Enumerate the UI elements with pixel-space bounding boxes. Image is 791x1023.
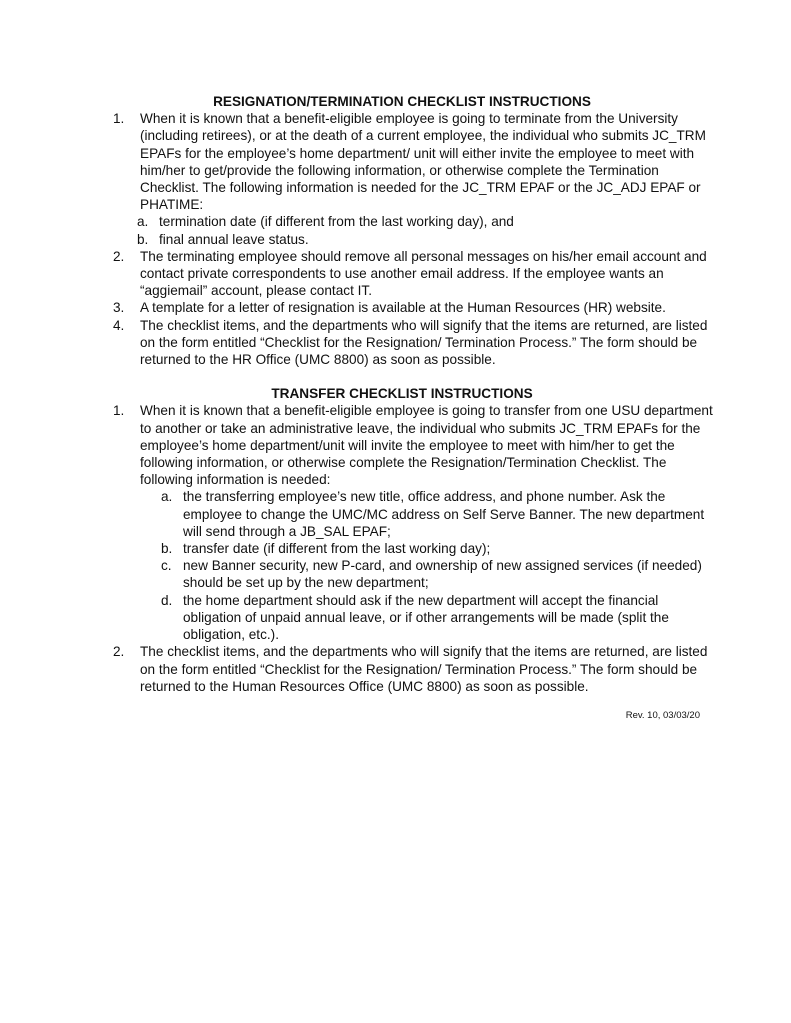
sub-item-letter: c. bbox=[161, 558, 172, 574]
list-item bbox=[113, 110, 713, 248]
item-number: 1. bbox=[113, 403, 125, 419]
item-text: When it is known that a benefit-eligible employee is going to terminate from the University (including retirees), or at the death of a current employee, the individual who submits JC_TRM EPAFs for the employee’s home department/ unit will either invite the employee to meet with him/her to get/provide the following information, or otherwise complete the Termination Checklist. The following information is needed for the JC_TRM EPAF or the JC_ADJ EPAF or PHATIME: bbox=[140, 111, 706, 213]
list-item bbox=[113, 402, 713, 643]
sub-list-item bbox=[137, 557, 713, 591]
list-item bbox=[113, 643, 713, 695]
resignation-list bbox=[113, 110, 713, 368]
transfer-heading: TRANSFER CHECKLIST INSTRUCTIONS bbox=[271, 386, 533, 402]
list-item bbox=[113, 299, 713, 316]
item-text: The checklist items, and the departments who will signify that the items are returned, are listed on the form entitled “Checklist for the Resignation/ Termination Process.” The form should be returned to the HR Office (UMC 8800) as soon as possible. bbox=[140, 317, 708, 368]
item-number: 2. bbox=[113, 644, 125, 660]
list-item bbox=[113, 317, 713, 369]
sub-item-letter: b. bbox=[137, 231, 149, 247]
item-text: The checklist items, and the departments who will signify that the items are returned, are listed on the form entitled “Checklist for the Resignation/ Termination Process.” The form should be returned to the Human Resources Office (UMC 8800) as soon as possible. bbox=[140, 644, 708, 694]
item-text: The terminating employee should remove all personal messages on his/her email account and contact private correspondents to use another email address. If the employee wants an “aggiemail” account, please contact IT. bbox=[140, 248, 707, 299]
sub-item-letter: d. bbox=[161, 592, 173, 608]
sub-item-letter: a. bbox=[137, 214, 149, 230]
transfer-sublist bbox=[137, 488, 713, 643]
sub-list-item bbox=[113, 231, 713, 248]
list-item bbox=[113, 248, 713, 300]
item-number: 1. bbox=[113, 111, 125, 127]
document-content bbox=[113, 93, 713, 722]
resignation-heading: RESIGNATION/TERMINATION CHECKLIST INSTRUCTIONS bbox=[213, 94, 591, 109]
sub-item-letter: b. bbox=[161, 541, 173, 557]
resignation-sublist bbox=[113, 213, 713, 247]
item-text: A template for a letter of resignation is available at the Human Resources (HR) website. bbox=[140, 300, 666, 316]
item-number: 4. bbox=[113, 317, 125, 333]
revision-note: Rev. 10, 03/03/20 bbox=[625, 709, 700, 721]
sub-item-text: the transferring employee’s new title, office address, and phone number. Ask the employee to change the UMC/MC address on Self Serve Banner. The new department will send through a JB_SAL EPAF; bbox=[183, 489, 705, 539]
item-number: 2. bbox=[113, 248, 125, 264]
sub-item-text: transfer date (if different from the last working day); bbox=[183, 541, 491, 557]
transfer-list bbox=[113, 402, 713, 694]
item-text: When it is known that a benefit-eligible employee is going to transfer from one USU department to another or take an administrative leave, the individual who submits JC_TRM EPAFs for the employee’s home department/unit will invite the employee to meet with him/her to get the following information, or otherwise complete the Resignation/Termination Checklist. The following information is needed: bbox=[140, 403, 713, 488]
sub-item-text: termination date (if different from the last working day), and bbox=[159, 214, 514, 230]
sub-item-text: the home department should ask if the new department will accept the financial obligation of unpaid annual leave, or if other arrangements will be made (split the obligation, etc.). bbox=[183, 592, 669, 643]
sub-list-item bbox=[137, 592, 713, 644]
sub-item-text: final annual leave status. bbox=[159, 231, 309, 247]
sub-item-letter: a. bbox=[161, 489, 173, 505]
item-number: 3. bbox=[113, 300, 125, 316]
sub-list-item bbox=[113, 213, 713, 230]
section-gap bbox=[113, 368, 713, 385]
sub-item-text: new Banner security, new P-card, and ownership of new assigned services (if needed) should be set up by the new department; bbox=[183, 558, 702, 591]
sub-list-item bbox=[137, 540, 713, 557]
sub-list-item bbox=[137, 488, 713, 540]
